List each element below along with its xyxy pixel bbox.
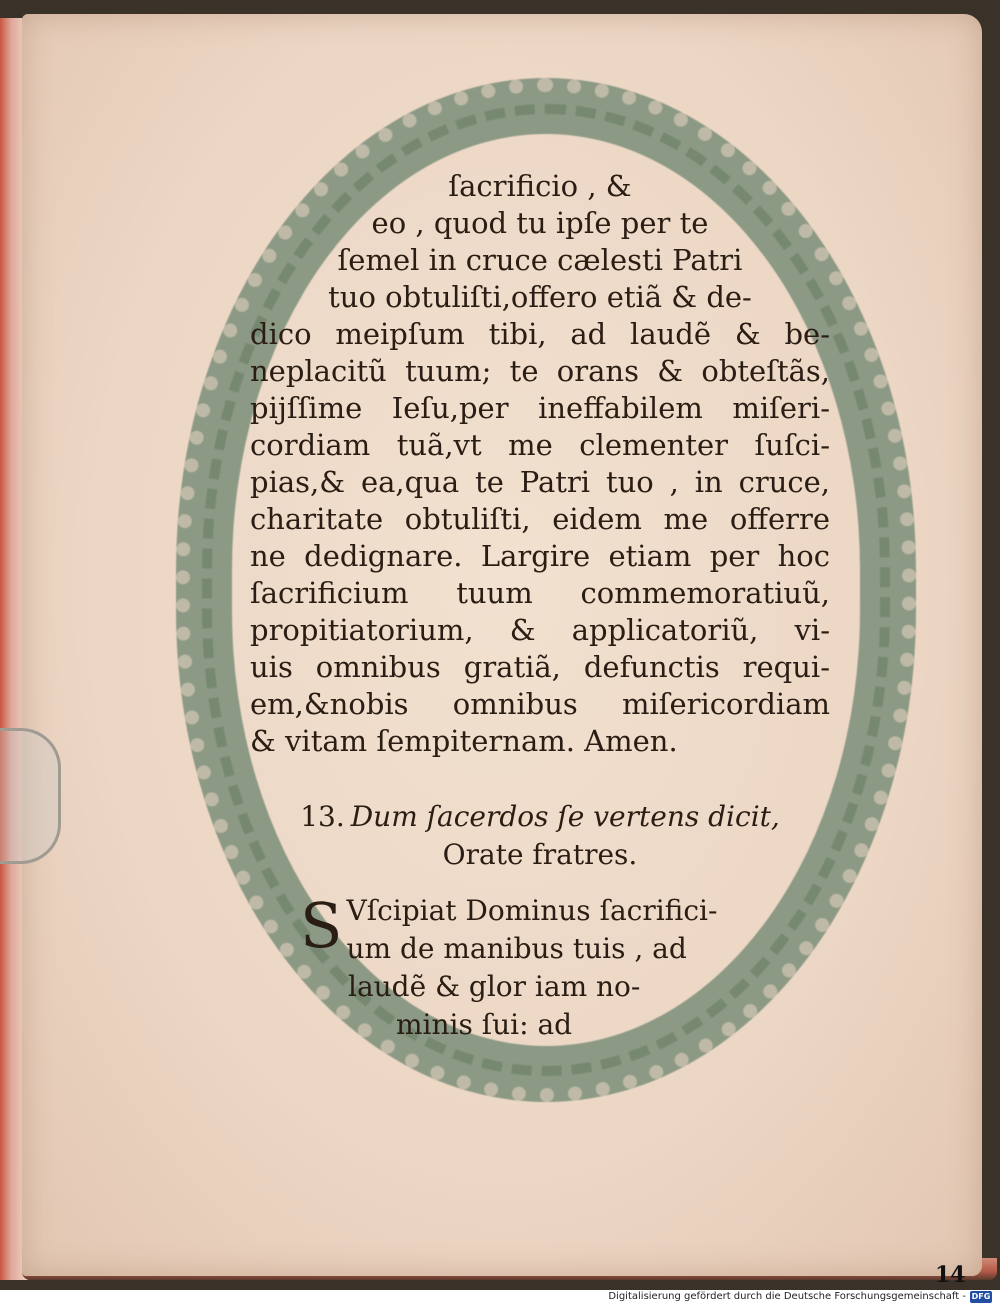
text-line: ſemel in cruce cælesti Patri xyxy=(337,243,743,277)
rubric-number: 13. xyxy=(300,800,345,833)
text-line: minis ſui: ad xyxy=(396,1008,573,1041)
text-line: tuo obtuliſti,offero etiã & de- xyxy=(328,280,752,314)
digitization-credit: Digitalisierung gefördert durch die Deutsche Forschungsgemeinschaft - xyxy=(608,1291,966,1302)
drop-cap: S xyxy=(300,889,343,962)
text-line: pias,& ea,qua te Patri tuo , in cruce, xyxy=(250,465,830,499)
text-line: laudẽ & glor iam no- xyxy=(348,970,641,1003)
text-line: charitate obtuliſti, eidem me offerre xyxy=(250,502,830,536)
text-line: pijſſime Ieſu,per ineffabilem miſeri- xyxy=(250,391,830,425)
text-line: em,&nobis omnibus miſericordiam xyxy=(250,687,830,721)
page-corner-mark: 14 xyxy=(935,1262,966,1288)
text-line: eo , quod tu ipſe per te xyxy=(371,206,709,240)
text-line: Vſcipiat Dominus ſacrifici- xyxy=(346,894,718,927)
text-line: um de manibus tuis , ad xyxy=(346,932,687,965)
text-line: & vitam ſempiternam. Amen. xyxy=(250,724,678,758)
clasp xyxy=(0,728,61,864)
text-line: ne dedignare. Largire etiam per hoc xyxy=(250,539,830,573)
rubric-second-line: Orate fratres. xyxy=(442,838,638,871)
text-line: propitiatorium, & applicatoriũ, vi- xyxy=(250,613,830,647)
text-line: neplacitũ tuum; te orans & obteſtãs, xyxy=(250,354,830,388)
text-line: cordiam tuã,vt me clementer ſuſci- xyxy=(250,428,830,462)
main-prayer-text xyxy=(250,168,830,760)
rubric-italic-text: Dum ſacerdos ſe vertens dicit, xyxy=(350,800,780,833)
text-line: dico meipſum tibi, ad laudẽ & be- xyxy=(250,317,830,351)
text-line: ſacrificio , & xyxy=(448,169,632,203)
second-prayer xyxy=(300,889,780,1044)
text-line: ſacrificium tuum commemoratiuũ, xyxy=(250,576,830,610)
rubric-heading xyxy=(250,798,830,836)
rubric xyxy=(250,798,830,874)
text-line: uis omnibus gratiã, defunctis requi- xyxy=(250,650,830,684)
dfg-logo: DFG xyxy=(971,1292,991,1301)
